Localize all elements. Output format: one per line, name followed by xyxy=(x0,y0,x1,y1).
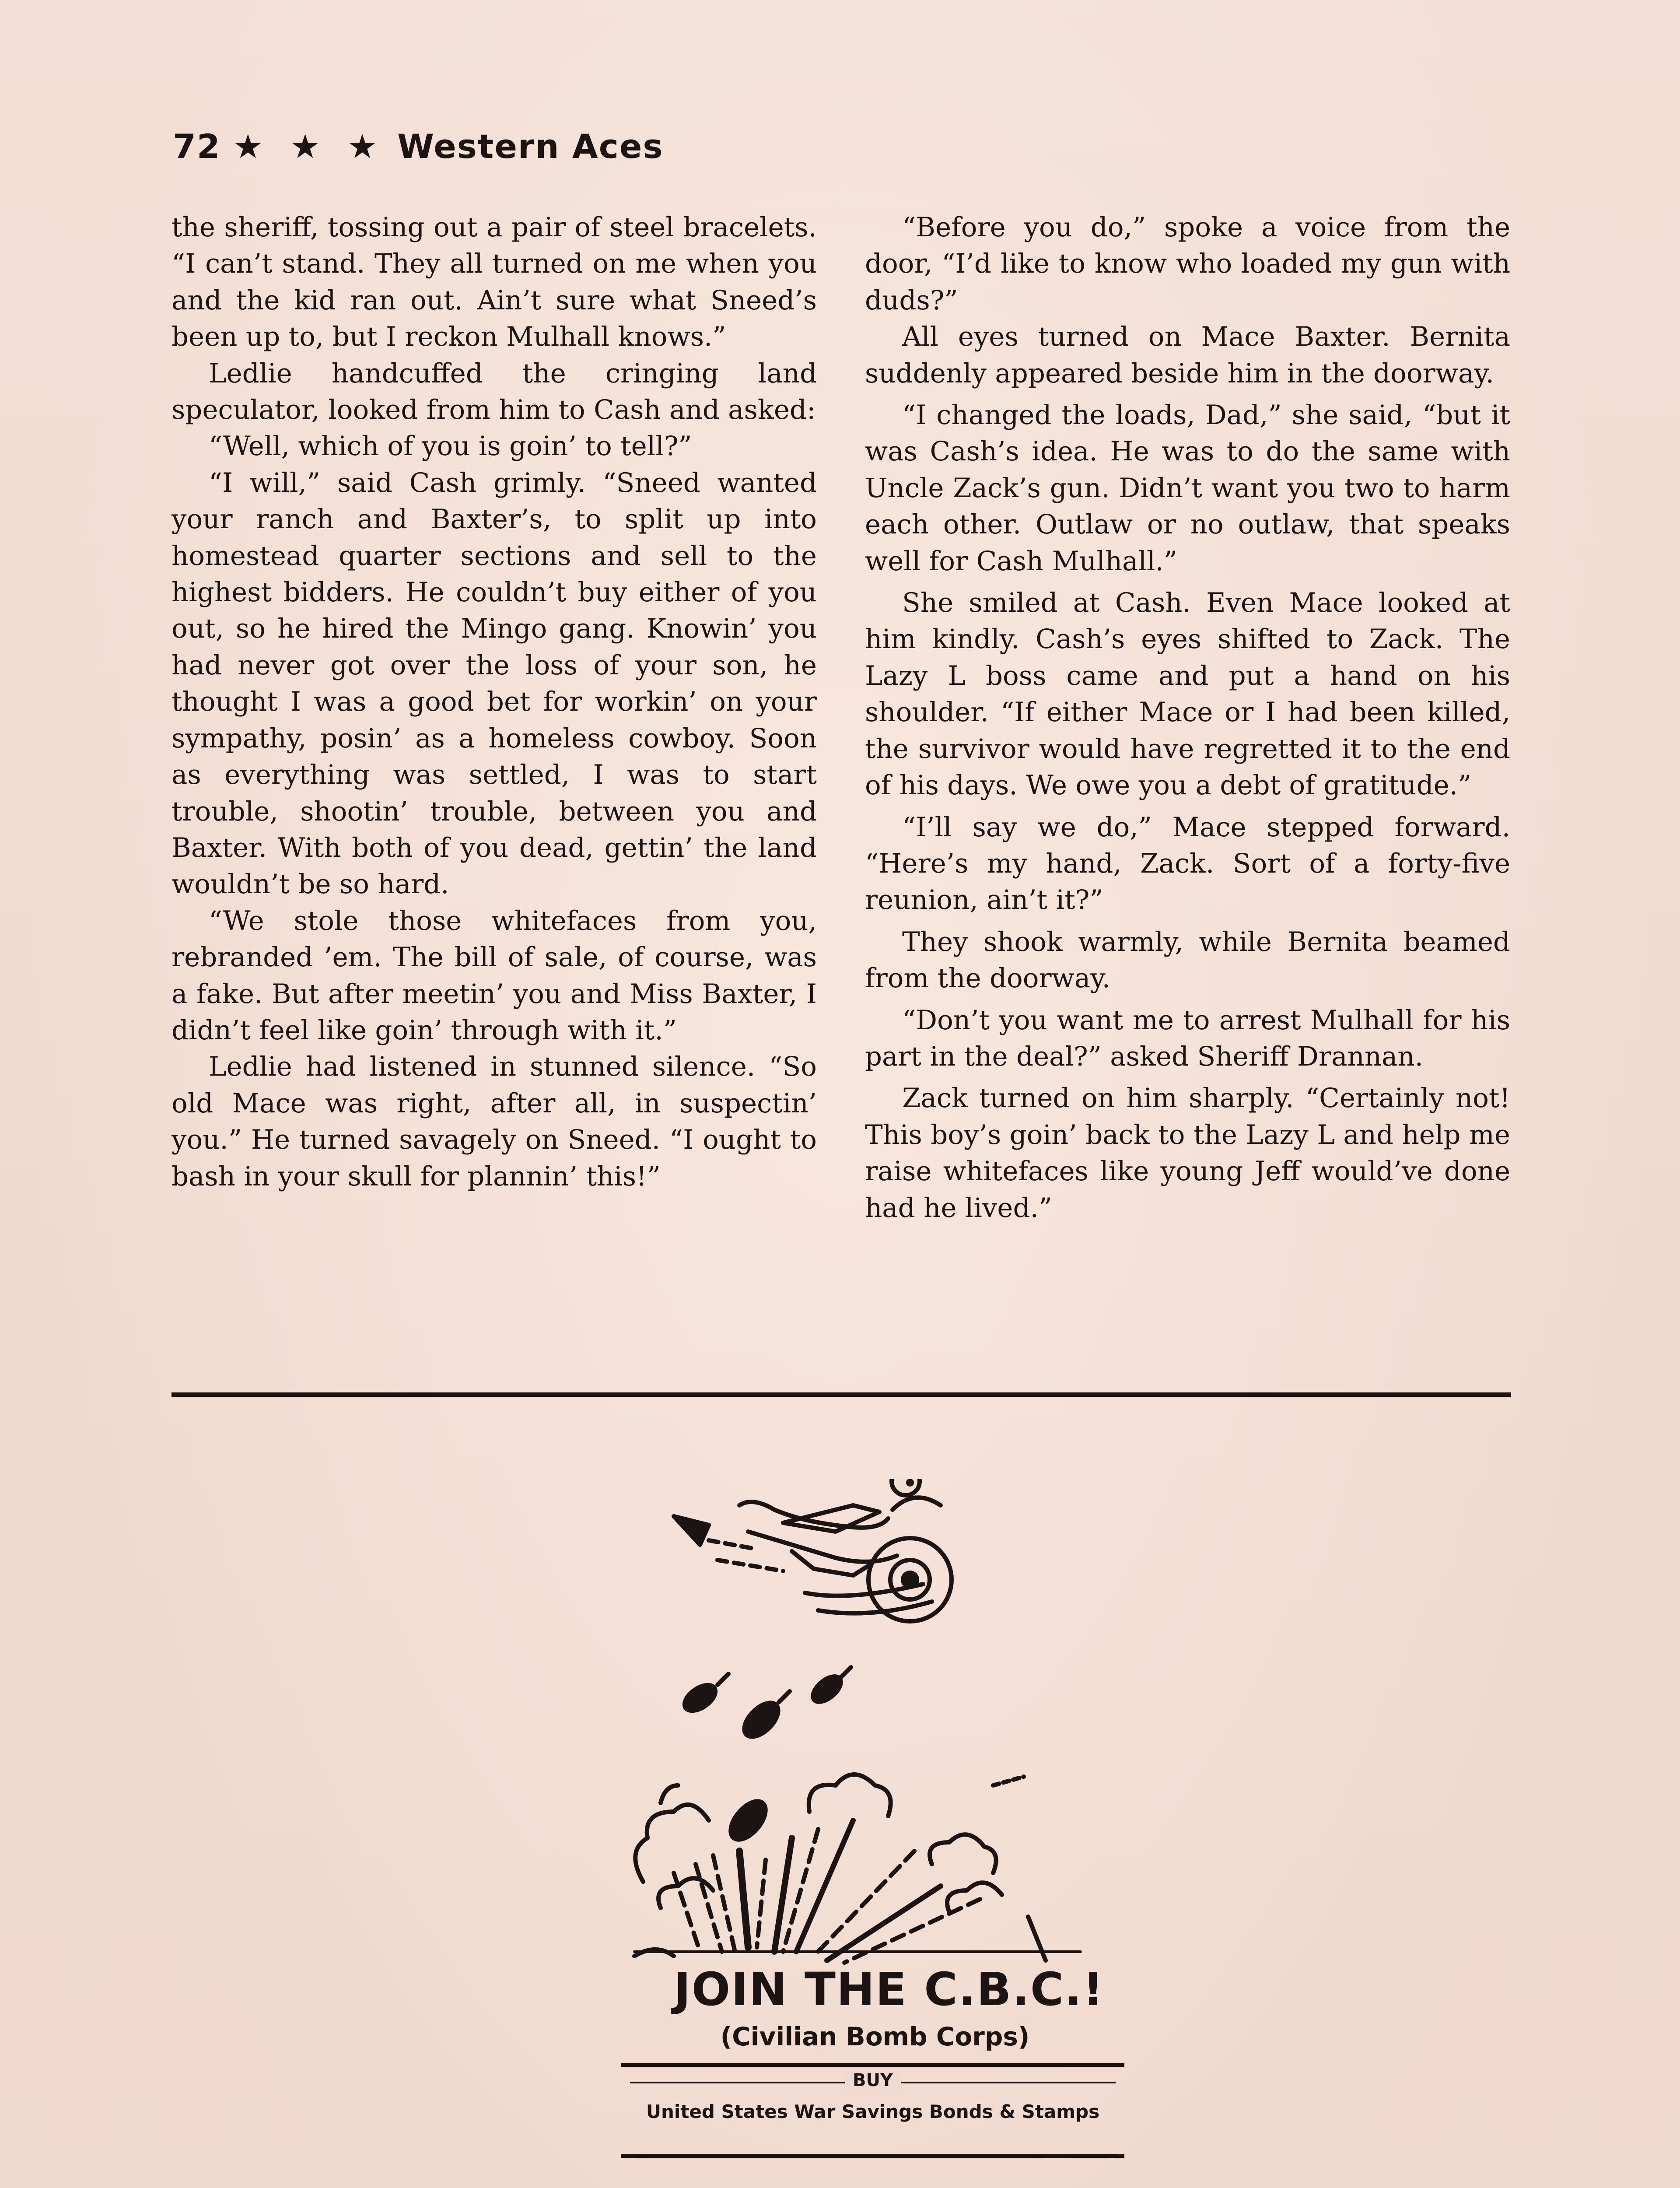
paragraph: All eyes turned on Mace Baxter. Bernita suddenly appeared beside him in the doorway. xyxy=(865,321,1510,389)
paragraph: She smiled at Cash. Even Mace looked at him kindly. Cash’s eyes shifted to Zack. The Lazy L boss came and put a hand on his shoulder. “If either Mace or I had been killed, the survivor would have regretted it to the end of his days. We owe you a debt of gratitude.” xyxy=(865,587,1510,801)
paragraph: “We stole those whitefaces from you, rebranded ’em. The bill of sale, of course, was a fake. But after meetin’ you and Miss Baxter, I didn’t feel like goin’ through with it.” xyxy=(172,905,817,1046)
paragraph: Zack turned on him sharply. “Certainly not! This boy’s goin’ back to the Lazy L and help me raise whitefaces like young Jeff would’ve done had he lived.” xyxy=(865,1083,1510,1224)
ad-bonds-text: United States War Savings Bonds & Stamps xyxy=(646,2101,1100,2122)
section-divider xyxy=(172,1392,1511,1397)
paragraph: They shook warmly, while Bernita beamed from the doorway. xyxy=(865,926,1510,994)
ad-bonds-box xyxy=(621,2063,1124,2158)
magazine-title: Western Aces xyxy=(397,127,664,166)
paragraph: “Well, which of you is goin’ to tell?” xyxy=(209,431,692,462)
ad-headline: JOIN THE C.B.C.! xyxy=(674,1963,1105,2016)
paragraph: “Don’t you want me to arrest Mulhall for his part in the deal?” asked Sheriff Drannan. xyxy=(865,1004,1510,1072)
header-stars: ★ ★ ★ xyxy=(233,127,385,166)
right-column xyxy=(865,209,1510,1226)
paragraph: “I’ll say we do,” Mace stepped forward. “Here’s my hand, Zack. Sort of a forty-five reunion, ain’t it?” xyxy=(865,811,1510,916)
left-column xyxy=(172,209,817,1195)
airplane-bomb-illustration xyxy=(608,1479,1133,1969)
paragraph: “Before you do,” spoke a voice from the door, “I’d like to know who loaded my gun with duds?” xyxy=(865,212,1510,316)
page-header xyxy=(173,127,664,166)
ad-buy-label xyxy=(621,2070,1124,2090)
paragraph: “I will,” said Cash grimly. “Sneed wanted your ranch and Baxter’s, to split up into homestead quarter sections and sell to the highest bidders. He couldn’t buy either of you out, so he hired the Mingo gang. Knowin’ you had never got over the loss of your son, he thought I was a good bet for workin’ on your sympathy, posin’ as a homeless cowboy. Soon as everything was settled, I was to start trouble, shootin’ trouble, between you and Baxter. With both of you dead, gettin’ the land wouldn’t be so hard. xyxy=(172,467,817,900)
ad-buy-text: BUY xyxy=(845,2070,901,2090)
paragraph: the sheriff, tossing out a pair of steel bracelets. “I can’t stand. They all turned on me when you and the kid ran out. Ain’t sure what Sneed’s been up to, but I reckon Mulhall knows.” xyxy=(172,212,817,353)
paragraph: “I changed the loads, Dad,” she said, “but it was Cash’s idea. He was to do the same with Uncle Zack’s gun. Didn’t want you two to harm each other. Outlaw or no outlaw, that speaks well for Cash Mulhall.” xyxy=(865,400,1510,577)
paragraph: Ledlie handcuffed the cringing land speculator, looked from him to Cash and asked: xyxy=(172,358,817,426)
war-bonds-ad xyxy=(608,1479,1133,2188)
ad-subline: (Civilian Bomb Corps) xyxy=(720,2022,1030,2051)
paragraph: Ledlie had listened in stunned silence. “So old Mace was right, after all, in suspectin’ you.” He turned savagely on Sneed. “I ought to bash in your skull for plannin’ this!” xyxy=(172,1051,817,1192)
page-number: 72 xyxy=(173,127,221,166)
